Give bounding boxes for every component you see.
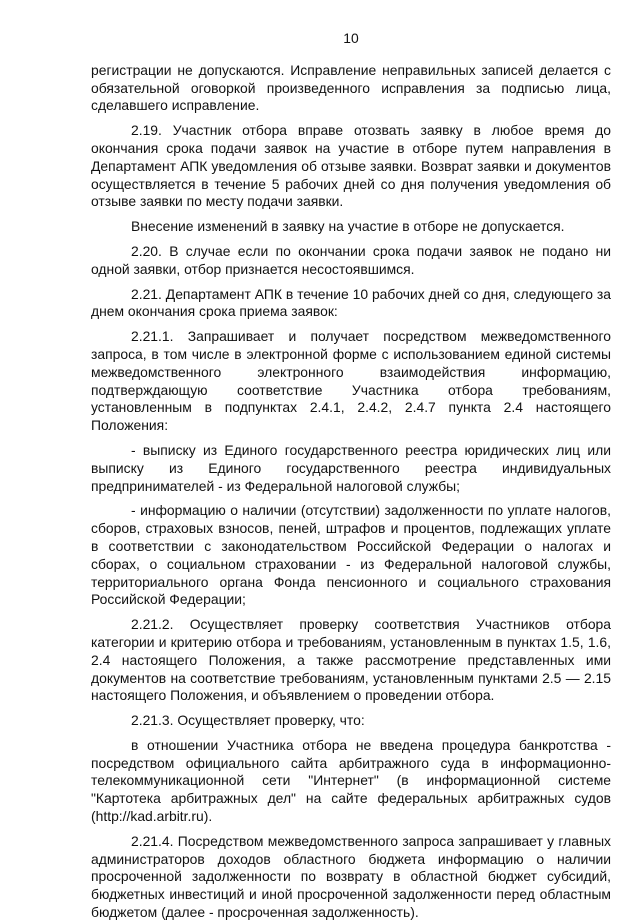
paragraph-2-19: 2.19. Участник отбора вправе отозвать заявку в любое время до окончания срока подачи заявок на участие в отборе путем направления в Департамент АПК уведомления об отзыве заявки. Возврат заявки и документов осуществляется в течение 5 рабочих дней со дня получения уведомления об отзыве заявки по месту подачи заявки.: [91, 122, 611, 210]
paragraph-no-changes: Внесение изменений в заявку на участие в отборе не допускается.: [131, 218, 565, 235]
paragraph-continuation: регистрации не допускаются. Исправление неправильных записей делается с обязательной оговоркой произведенного исправления за подписью лица, сделавшего исправление.: [91, 61, 611, 114]
list-item-debt-info: - информацию о наличии (отсутствии) задолженности по уплате налогов, сборов, страховых взносов, пеней, штрафов и процентов, подлежащих уплате в соответствии с законодательством Российской Федерации о налогах и сборах, о социальном страховании - из Федеральной налоговой службы, территориального органа Фонда пенсионного и социального страхования Российской Федерации;: [91, 502, 611, 608]
paragraph-2-21-3: 2.21.3. Осуществляет проверку, что:: [131, 712, 365, 729]
page-number: 10: [343, 30, 359, 46]
document-body: [91, 62, 611, 922]
paragraph-2-21: 2.21. Департамент АПК в течение 10 рабочих дней со дня, следующего за днем окончания срока приема заявок:: [91, 285, 611, 320]
paragraph-2-20: 2.20. В случае если по окончании срока подачи заявок не подано ни одной заявки, отбор признается несостоявшимся.: [91, 242, 611, 277]
paragraph-2-21-4: 2.21.4. Посредством межведомственного запроса запрашивает у главных администраторов доходов областного бюджета информацию о наличии просроченной задолженности по возврату в областной бюджет субсидий, бюджетных инвестиций и иной просроченной задолженности перед областным бюджетом (далее - просроченная задолженность).: [91, 832, 611, 921]
paragraph-2-21-2: 2.21.2. Осуществляет проверку соответствия Участников отбора категории и критерию отбора и требованиям, установленным в пунктах 1.5, 1.6, 2.4 настоящего Положения, а также рассмотрение представленных ими документов на соответствие требованиям, установленным пунктами 2.5 — 2.15 настоящего Положения, и объявлением о проведении отбора.: [91, 616, 611, 704]
list-item-registry-extract: - выписку из Единого государственного реестра юридических лиц или выписку из Единого государственного реестра индивидуальных предпринимателей - из Федеральной налоговой службы;: [91, 441, 611, 494]
paragraph-2-21-1: 2.21.1. Запрашивает и получает посредством межведомственного запроса, в том числе в электронной форме с использованием единой системы межведомственного электронного взаимодействия информацию, подтверждающую соответствие Участника отбора требованиям, установленным в подпунктах 2.4.1, 2.4.2, 2.4.7 пункта 2.4 настоящего Положения:: [91, 328, 611, 434]
paragraph-bankruptcy-check: в отношении Участника отбора не введена процедура банкротства - посредством официального сайта арбитражного суда в информационно-телекоммуникационной сети "Интернет" (в информационной системе "Картотека арбитражных дел" на сайте федеральных арбитражных судов (http://kad.arbitr.ru).: [91, 736, 611, 825]
